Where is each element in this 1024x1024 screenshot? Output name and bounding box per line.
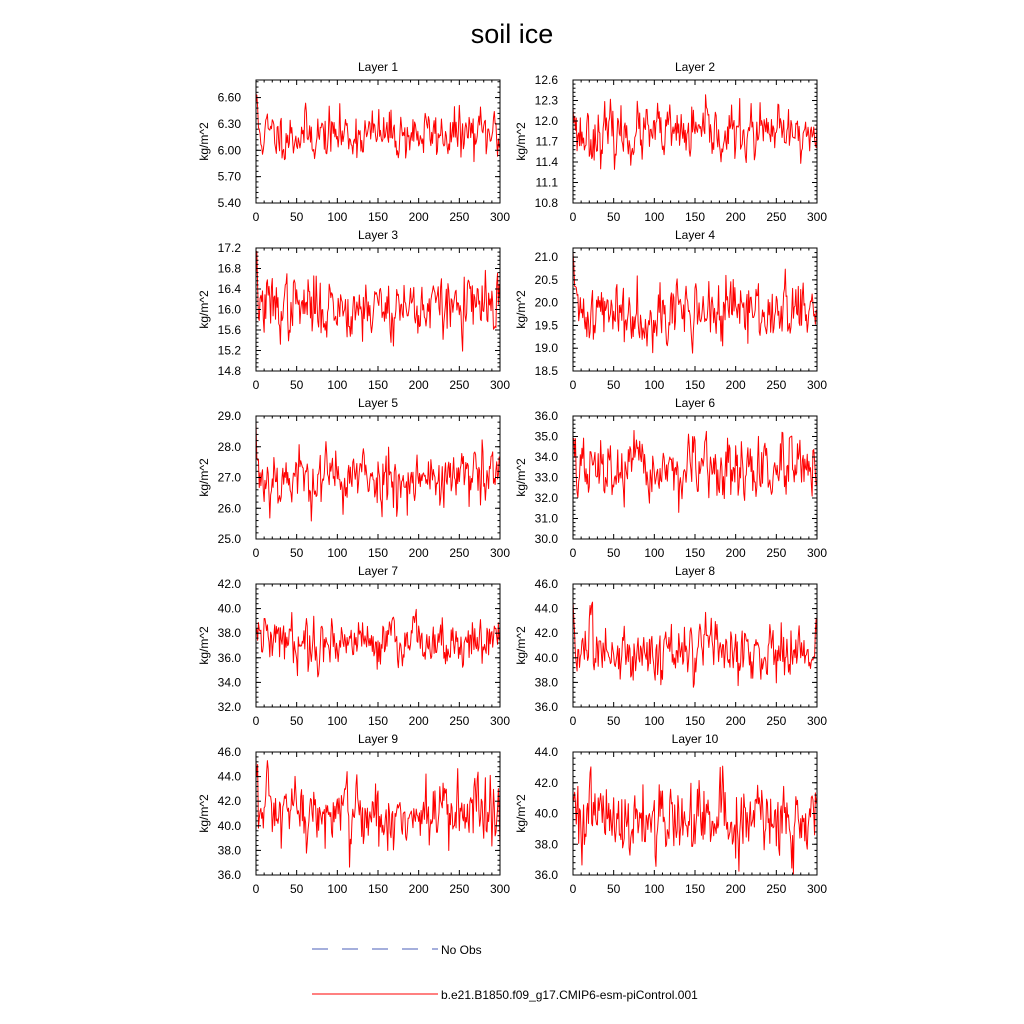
y-axis-label: kg/m^2: [514, 626, 528, 665]
y-tick-label: 40.0: [534, 650, 558, 665]
y-tick-label: 25.0: [217, 532, 241, 546]
y-tick-label: 46.0: [534, 577, 558, 591]
y-tick-label: 28.0: [217, 439, 241, 454]
y-tick-label: 12.3: [534, 93, 558, 108]
x-tick-label: 200: [408, 210, 429, 224]
x-tick-label: 300: [489, 714, 511, 728]
x-tick-label: 300: [806, 882, 828, 896]
panel-title: Layer 6: [674, 396, 716, 410]
x-tick-label: 300: [806, 546, 828, 560]
x-tick-label: 50: [289, 714, 304, 728]
x-tick-label: 100: [644, 546, 665, 560]
panel-layer-2: [514, 60, 827, 224]
x-tick-label: 150: [684, 210, 706, 224]
x-tick-label: 150: [367, 714, 389, 728]
x-tick-label: 50: [606, 714, 621, 728]
y-tick-label: 36.0: [217, 868, 241, 882]
x-tick-label: 100: [327, 714, 348, 728]
x-tick-label: 50: [289, 378, 304, 392]
y-tick-label: 16.0: [217, 302, 241, 317]
y-tick-label: 40.0: [217, 601, 241, 616]
y-tick-label: 38.0: [534, 837, 558, 852]
y-tick-label: 36.0: [217, 650, 241, 665]
x-tick-label: 200: [408, 378, 429, 392]
x-tick-label: 50: [289, 546, 304, 560]
x-tick-label: 50: [289, 210, 304, 224]
y-tick-label: 26.0: [217, 501, 241, 516]
x-tick-label: 100: [327, 378, 348, 392]
y-tick-label: 38.0: [534, 675, 558, 690]
x-tick-label: 300: [489, 378, 511, 392]
y-axis-label: kg/m^2: [514, 458, 528, 497]
series-line: [256, 609, 500, 676]
x-tick-label: 250: [449, 714, 470, 728]
y-tick-label: 11.7: [535, 134, 558, 149]
x-tick-label: 100: [644, 378, 665, 392]
panel-title: Layer 4: [674, 228, 716, 242]
y-tick-label: 32.0: [217, 700, 241, 714]
series-line: [573, 766, 817, 874]
y-tick-label: 36.0: [534, 868, 558, 882]
panel-layer-9: [197, 732, 510, 896]
y-tick-label: 6.30: [217, 116, 241, 131]
y-axis-label: kg/m^2: [197, 122, 211, 161]
panel-layer-4: [514, 228, 827, 392]
x-tick-label: 150: [367, 210, 389, 224]
x-tick-label: 250: [766, 714, 787, 728]
series-line: [573, 253, 817, 354]
y-axis-label: kg/m^2: [197, 290, 211, 329]
x-tick-label: 50: [606, 882, 621, 896]
panel-title: Layer 2: [674, 60, 716, 74]
y-tick-label: 32.0: [534, 491, 558, 505]
y-tick-label: 42.0: [534, 626, 558, 641]
x-tick-label: 150: [684, 882, 706, 896]
y-tick-label: 44.0: [534, 601, 558, 616]
x-tick-label: 100: [644, 714, 665, 728]
y-tick-label: 6.60: [217, 90, 241, 105]
y-tick-label: 18.5: [534, 364, 558, 378]
x-tick-label: 200: [725, 882, 746, 896]
panel-title: Layer 3: [357, 228, 399, 242]
y-tick-label: 21.0: [534, 250, 558, 265]
x-tick-label: 150: [684, 378, 706, 392]
x-tick-label: 150: [367, 546, 389, 560]
y-tick-label: 38.0: [217, 626, 241, 641]
x-tick-label: 300: [489, 210, 511, 224]
y-tick-label: 31.0: [534, 511, 558, 526]
y-tick-label: 10.8: [534, 196, 558, 210]
y-tick-label: 19.5: [534, 318, 558, 333]
plot-frame: [573, 248, 817, 371]
y-tick-label: 11.1: [535, 175, 558, 190]
plot-frame: [573, 80, 817, 203]
x-tick-label: 250: [766, 378, 787, 392]
series-line: [573, 431, 817, 513]
y-tick-label: 15.6: [217, 323, 241, 337]
y-axis-label: kg/m^2: [514, 290, 528, 329]
x-tick-label: 300: [806, 210, 828, 224]
panel-title: Layer 10: [671, 732, 719, 746]
y-tick-label: 30.0: [534, 532, 558, 546]
y-tick-label: 40.0: [534, 806, 558, 821]
x-tick-label: 200: [408, 882, 429, 896]
y-axis-label: kg/m^2: [197, 458, 211, 497]
y-tick-label: 44.0: [217, 769, 241, 784]
y-tick-label: 34.0: [534, 450, 558, 464]
panel-title: Layer 8: [674, 564, 716, 578]
x-tick-label: 50: [606, 210, 621, 224]
y-tick-label: 14.8: [217, 364, 241, 378]
x-tick-label: 150: [367, 378, 389, 392]
x-tick-label: 100: [644, 210, 665, 224]
y-tick-label: 20.5: [534, 272, 558, 287]
panel-title: Layer 9: [357, 732, 399, 746]
panel-layer-3: [197, 228, 510, 392]
x-tick-label: 250: [449, 546, 470, 560]
figure-title: soil ice: [470, 19, 554, 49]
x-tick-label: 0: [569, 210, 577, 224]
x-tick-label: 100: [327, 546, 348, 560]
x-tick-label: 250: [766, 210, 787, 224]
x-tick-label: 200: [725, 210, 746, 224]
y-tick-label: 16.8: [217, 261, 241, 276]
y-tick-label: 42.0: [534, 775, 558, 790]
x-tick-label: 50: [606, 546, 621, 560]
panel-layer-7: [197, 564, 510, 728]
y-axis-label: kg/m^2: [197, 794, 211, 833]
y-tick-label: 20.0: [534, 295, 558, 310]
x-tick-label: 250: [449, 210, 470, 224]
x-tick-label: 0: [569, 714, 577, 728]
x-tick-label: 100: [644, 882, 665, 896]
x-tick-label: 300: [489, 546, 511, 560]
series-line: [256, 252, 500, 352]
y-tick-label: 34.0: [217, 675, 241, 690]
x-tick-label: 50: [289, 882, 304, 896]
y-tick-label: 36.0: [534, 409, 558, 423]
x-tick-label: 300: [806, 378, 828, 392]
x-tick-label: 150: [684, 714, 706, 728]
x-tick-label: 100: [327, 210, 348, 224]
x-tick-label: 250: [766, 546, 787, 560]
x-tick-label: 0: [252, 546, 260, 560]
y-tick-label: 35.0: [534, 429, 558, 444]
y-tick-label: 38.0: [217, 843, 241, 858]
x-tick-label: 150: [367, 882, 389, 896]
series-line: [573, 601, 817, 687]
y-tick-label: 36.0: [534, 700, 558, 714]
y-tick-label: 19.0: [534, 341, 558, 356]
y-tick-label: 5.70: [217, 169, 241, 184]
y-axis-label: kg/m^2: [197, 626, 211, 665]
x-tick-label: 200: [725, 714, 746, 728]
panels: [197, 60, 827, 896]
y-tick-label: 16.4: [217, 282, 241, 296]
x-tick-label: 250: [766, 882, 787, 896]
panel-title: Layer 1: [357, 60, 399, 74]
legend: [312, 943, 698, 1002]
y-axis-label: kg/m^2: [514, 122, 528, 161]
y-tick-label: 5.40: [217, 196, 241, 210]
x-tick-label: 200: [408, 714, 429, 728]
x-tick-label: 0: [569, 882, 577, 896]
x-tick-label: 150: [684, 546, 706, 560]
y-tick-label: 29.0: [217, 409, 241, 423]
x-tick-label: 200: [408, 546, 429, 560]
x-tick-label: 50: [606, 378, 621, 392]
series-line: [256, 422, 500, 521]
y-tick-label: 15.2: [217, 343, 241, 358]
x-tick-label: 0: [252, 378, 260, 392]
x-tick-label: 0: [569, 378, 577, 392]
y-tick-label: 40.0: [217, 818, 241, 833]
x-tick-label: 0: [252, 882, 260, 896]
y-tick-label: 6.00: [217, 143, 241, 158]
panel-layer-10: [514, 732, 827, 896]
legend-obs-label: No Obs: [441, 943, 482, 957]
series-line: [256, 95, 500, 162]
y-axis-label: kg/m^2: [514, 794, 528, 833]
panel-layer-6: [514, 396, 827, 560]
y-tick-label: 42.0: [217, 794, 241, 809]
x-tick-label: 200: [725, 378, 746, 392]
y-tick-label: 27.0: [217, 470, 241, 485]
series-line: [256, 761, 500, 868]
panel-layer-5: [197, 396, 510, 560]
x-tick-label: 250: [449, 378, 470, 392]
y-tick-label: 17.2: [217, 241, 241, 255]
x-tick-label: 250: [449, 882, 470, 896]
y-tick-label: 42.0: [217, 577, 241, 591]
y-tick-label: 33.0: [534, 470, 558, 485]
y-tick-label: 12.0: [534, 114, 558, 128]
plot-frame: [573, 416, 817, 539]
series-line: [573, 95, 817, 170]
panel-title: Layer 7: [357, 564, 399, 578]
panel-layer-1: [197, 60, 510, 224]
x-tick-label: 300: [806, 714, 828, 728]
legend-model-label: b.e21.B1850.f09_g17.CMIP6-esm-piControl.001: [441, 988, 698, 1002]
x-tick-label: 100: [327, 882, 348, 896]
x-tick-label: 0: [252, 714, 260, 728]
y-tick-label: 11.4: [535, 155, 558, 169]
y-tick-label: 46.0: [217, 745, 241, 759]
x-tick-label: 300: [489, 882, 511, 896]
panel-layer-8: [514, 564, 827, 728]
y-tick-label: 44.0: [534, 745, 558, 759]
panel-title: Layer 5: [357, 396, 399, 410]
x-tick-label: 200: [725, 546, 746, 560]
y-tick-label: 12.6: [534, 73, 558, 87]
x-tick-label: 0: [569, 546, 577, 560]
x-tick-label: 0: [252, 210, 260, 224]
